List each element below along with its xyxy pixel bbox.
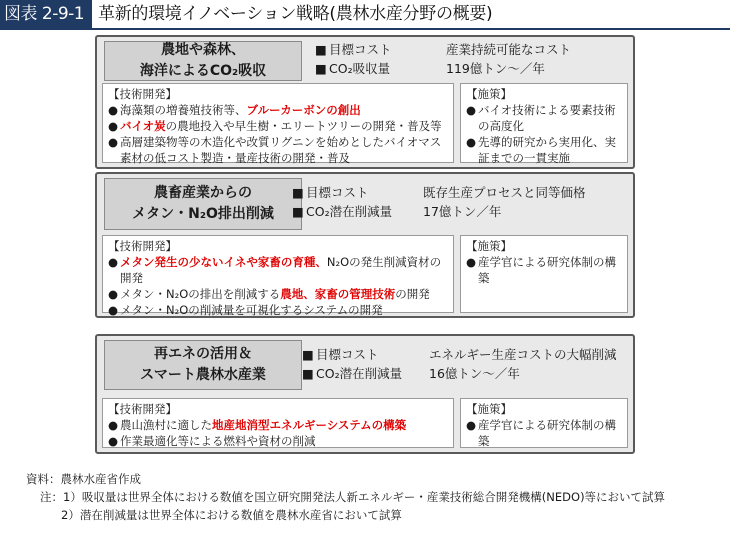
figure-number: 図表 2-9-1 [0,0,92,28]
tech-development-panel [102,398,454,448]
target-value: 16億トン〜／年 [429,366,520,381]
list-item: ● 作業最適化等による燃料や資材の削減 [108,434,316,448]
target-label: 目標コスト [329,42,392,57]
target-label: CO₂吸収量 [329,61,391,76]
section-heading: 再エネの活用＆ スマート農林水産業 [104,340,302,390]
square-icon: ■ [302,366,314,381]
bullet-icon: ● [108,303,119,317]
target-info [292,183,586,221]
target-value: 産業持続可能なコスト [446,42,572,57]
target-value: 既存生産プロセスと同等価格 [423,185,586,200]
bullet-icon: ● [466,103,477,117]
target-value: 17億トン／年 [423,204,502,219]
figure-title-bar [0,0,730,28]
list-item: ● 産学官による研究体制の構築 [466,255,616,285]
section-renewable-smart [95,334,635,454]
list-item: ● メタン・N₂Oの削減量を可視化するシステムの開発 [108,303,383,317]
target-info [315,40,571,78]
bullet-icon: ● [108,255,119,269]
source-note: 資料：農林水産省作成 [26,472,141,486]
title-underline [0,28,730,30]
square-icon: ■ [292,185,304,200]
bullet-icon: ● [108,287,119,301]
bullet-icon: ● [466,255,477,269]
square-icon: ■ [315,42,327,57]
panel-heading: 【技術開発】 [108,239,177,253]
section-methane-n2o [95,172,635,318]
target-value: エネルギー生産コストの大幅削減 [429,347,617,362]
measures-panel [460,398,628,448]
note-2: 2）潜在削減量は世界全体における数値を農林水産省において試算 [61,508,402,522]
measures-panel [460,235,628,313]
square-icon: ■ [302,347,314,362]
figure-title: 革新的環境イノベーション戦略(農林水産分野の概要) [98,4,493,24]
list-item: ● バイオ技術による要素技術の高度化 [466,103,616,133]
section-co2-absorption [95,35,635,169]
list-item: ● 産学官による研究体制の構築 [466,418,616,448]
square-icon: ■ [315,61,327,76]
panel-heading: 【施策】 [466,87,512,101]
target-label: CO₂潜在削減量 [316,366,403,381]
panel-heading: 【技術開発】 [108,87,177,101]
section-heading: 農畜産業からの メタン・N₂O排出削減 [104,178,302,230]
target-info [302,345,617,383]
square-icon: ■ [292,204,304,219]
bullet-icon: ● [108,418,119,432]
note-1: 注：1）吸収量は世界全体における数値を国立研究開発法人新エネルギー・産業技術総合開発機構(NEDO)等において試算 [40,490,666,504]
list-item: ● 先導的研究から実用化、実証までの一貫実施 [466,135,616,165]
bullet-icon: ● [108,135,119,149]
list-item: ● 高層建築物等の木造化や改質リグニンを始めとしたバイオマス素材の低コスト製造・量産技術の開発・普及 [108,135,442,165]
measures-panel [460,83,628,163]
bullet-icon: ● [108,434,119,448]
target-label: 目標コスト [306,185,369,200]
target-label: 目標コスト [316,347,379,362]
list-item: ● メタン・N₂Oの排出を削減する農地、家畜の管理技術の開発 [108,287,430,301]
target-label: CO₂潜在削減量 [306,204,393,219]
section-heading: 農地や森林、 海洋によるCO₂吸収 [104,41,302,81]
tech-development-panel [102,235,454,317]
list-item: ● メタン発生の少ないイネや家畜の育種、N₂Oの発生削減資材の開発 [108,255,442,285]
panel-heading: 【技術開発】 [108,402,177,416]
list-item: ● 農山漁村に適した地産地消型エネルギーシステムの構築 [108,418,407,432]
bullet-icon: ● [108,119,119,133]
panel-heading: 【施策】 [466,402,512,416]
target-value: 119億トン〜／年 [446,61,545,76]
bullet-icon: ● [466,418,477,432]
bullet-icon: ● [466,135,477,149]
list-item: ● バイオ炭の農地投入や早生樹・エリートツリーの開発・普及等 [108,119,442,133]
tech-development-panel [102,83,454,163]
list-item: ● 海藻類の増養殖技術等、ブルーカーボンの創出 [108,103,361,117]
panel-heading: 【施策】 [466,239,512,253]
bullet-icon: ● [108,103,119,117]
